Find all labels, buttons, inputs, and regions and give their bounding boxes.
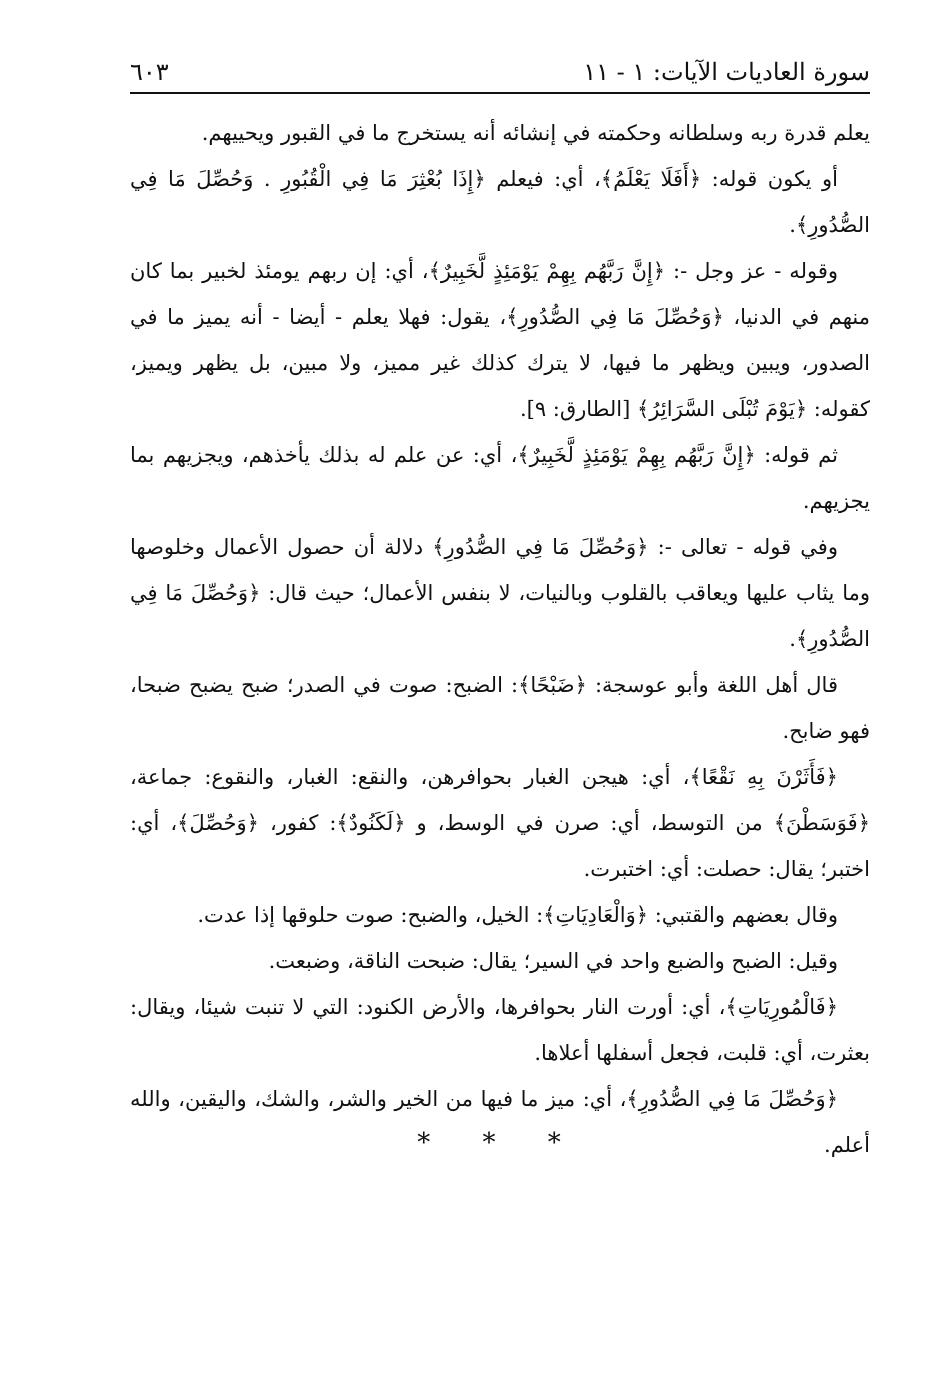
paragraph-6: قال أهل اللغة وأبو عوسجة: ﴿ضَبْحًا﴾: الضبح: صوت في الصدر؛ ضبح يضبح ضبحا، فهو ضابح.: [130, 673, 870, 743]
paragraph-7: ﴿فَأَثَرْنَ بِهِ نَقْعًا﴾، أي: هيجن الغبار بحوافرهن، والنقع: الغبار، والنقوع: جماعة، ﴿فَوَسَطْنَ﴾ من التوسط، أي: صرن في الوسط، و ﴿لَكَنُودٌ﴾: كفور، ﴿وَحُصِّلَ﴾، أي: اختبر؛ يقال: حصلت: أي: اختبرت.: [130, 765, 870, 881]
paragraph-2: أو يكون قوله: ﴿أَفَلَا يَعْلَمُ﴾، أي: فيعلم ﴿إِذَا بُعْثِرَ مَا فِي الْقُبُورِ . وَحُصِّلَ مَا فِي الصُّدُورِ﴾.: [130, 167, 870, 237]
paragraph-4: ثم قوله: ﴿إِنَّ رَبَّهُم بِهِمْ يَوْمَئِذٍ لَّخَبِيرٌ﴾، أي: عن علم له بذلك يأخذهم، ويجزيهم بما يجزيهم.: [130, 443, 870, 513]
page-body: [130, 110, 870, 1168]
paragraph-11: ﴿وَحُصِّلَ مَا فِي الصُّدُورِ﴾، أي: ميز ما فيها من الخير والشر، والشك، واليقين، والله أعلم.: [130, 1087, 870, 1157]
paragraph-10: ﴿فَالْمُورِيَاتِ﴾، أي: أورت النار بحوافرها، والأرض الكنود: التي لا تنبت شيئا، ويقال: بعثرت، أي: قلبت، فجعل أسفلها أعلاها.: [130, 995, 870, 1065]
page-number: ٦٠٣: [130, 58, 169, 86]
paragraph-5: وفي قوله - تعالى -: ﴿وَحُصِّلَ مَا فِي الصُّدُورِ﴾ دلالة أن حصول الأعمال وخلوصها وما يثاب عليها ويعاقب بالقلوب وبالنيات، لا بنفس الأعمال؛ حيث قال: ﴿وَحُصِّلَ مَا فِي الصُّدُورِ﴾.: [130, 535, 870, 651]
surah-title: سورة العاديات الآيات: ١ - ١١: [583, 58, 870, 86]
paragraph-9: وقيل: الضبح والضبع واحد في السير؛ يقال: ضبحت الناقة، وضبعت.: [268, 949, 838, 973]
page-header: [130, 52, 870, 92]
paragraph-8: وقال بعضهم والقتبي: ﴿وَالْعَادِيَاتِ﴾: الخيل، والضبح: صوت حلوقها إذا عدت.: [197, 903, 838, 927]
section-end-ornament: * * *: [417, 1128, 583, 1158]
header-rule: [130, 92, 870, 94]
paragraph-3: وقوله - عز وجل -: ﴿إِنَّ رَبَّهُم بِهِمْ يَوْمَئِذٍ لَّخَبِيرٌ﴾، أي: إن ربهم يومئذ لخبير بما كان منهم في الدنيا، ﴿وَحُصِّلَ مَا فِي الصُّدُورِ﴾، يقول: فهلا يعلم - أيضا - أنه يميز ما في الصدور، ويبين ويظهر ما فيها، لا يترك كذلك غير مميز، ولا مبين، بل يظهر ويميز، كقوله: ﴿يَوْمَ تُبْلَى السَّرَائِرُ﴾ [الطارق: ٩].: [130, 259, 870, 421]
paragraph-1: يعلم قدرة ربه وسلطانه وحكمته في إنشائه أنه يستخرج ما في القبور ويحييهم.: [201, 121, 870, 145]
